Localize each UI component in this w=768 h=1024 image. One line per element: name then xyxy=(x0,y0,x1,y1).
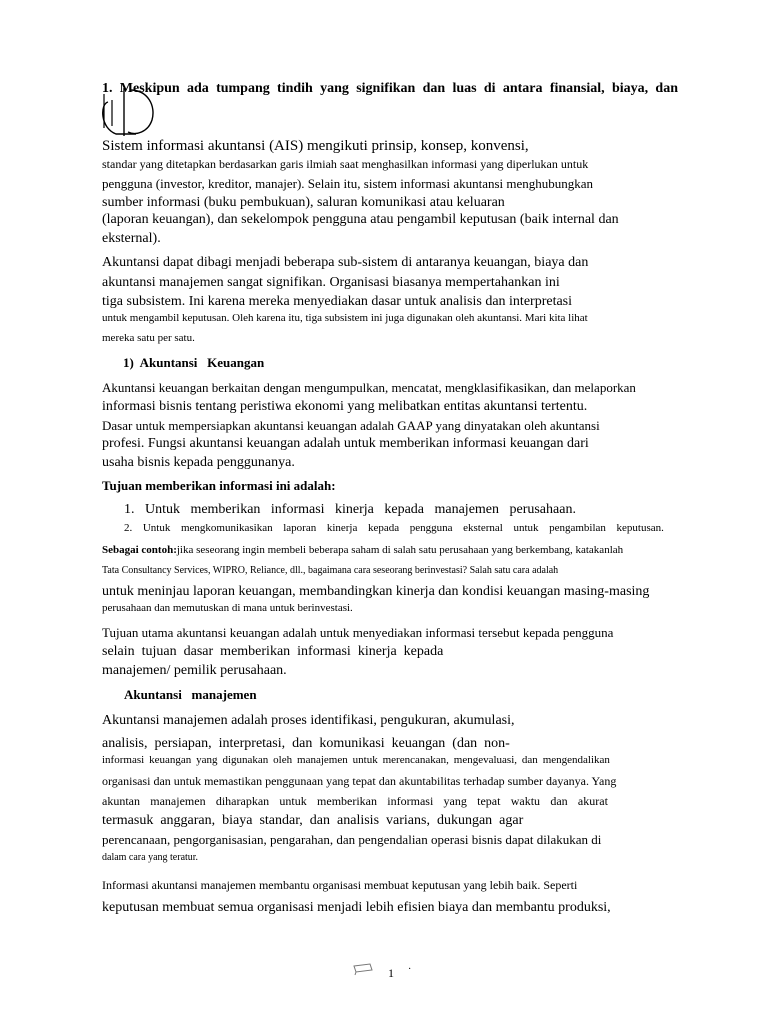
word: finansial, xyxy=(549,81,605,96)
paragraph-line: Informasi akuntansi manajemen membantu organisasi membuat keputusan yang lebih baik. Seperti xyxy=(102,878,578,892)
paragraph-line: selain tujuan dasar memberikan informasi kinerja kepada xyxy=(102,644,444,659)
word: di xyxy=(483,81,496,96)
word: dan xyxy=(422,81,446,96)
paragraph-line: dalam cara yang teratur. xyxy=(102,852,199,863)
paragraph-line: pengguna (investor, kreditor, manajer). Selain itu, sistem informasi akuntansi menghubungkan xyxy=(102,176,594,191)
word: oleh xyxy=(273,754,293,766)
word: keuangan xyxy=(149,754,192,766)
word: eksternal xyxy=(463,522,503,534)
paragraph-line xyxy=(102,755,610,766)
word: mengendalikan xyxy=(542,754,610,766)
word: manajemen xyxy=(434,502,500,517)
example-line xyxy=(102,545,623,556)
word: pengambilan xyxy=(549,522,606,534)
page-mark: · xyxy=(408,964,412,975)
paragraph-line: akuntansi manajemen sangat signifikan. Organisasi biasanya mempertahankan ini xyxy=(102,275,560,290)
paragraph-line: perencanaan, pengorganisasian, pengarahan, dan pengendalian operasi bisnis dapat dilakukan di xyxy=(102,832,602,847)
paragraph-line: eksternal). xyxy=(102,231,161,246)
paragraph-line: untuk meninjau laporan keuangan, membandingkan kinerja dan kondisi keuangan masing-masing xyxy=(102,584,650,599)
word: tepat xyxy=(477,794,501,808)
word: akurat xyxy=(577,794,608,808)
word: ada xyxy=(186,81,209,96)
list-number: 2. xyxy=(124,522,133,534)
word: pengguna xyxy=(409,522,453,534)
word: Meskipun xyxy=(119,81,180,96)
list-heading-1 xyxy=(102,82,678,96)
paragraph-line: standar yang ditetapkan berdasarkan garis ilmiah saat menghasilkan informasi yang diperlukan untuk xyxy=(102,157,589,171)
word: mengkomunikasikan xyxy=(180,522,273,534)
word: untuk xyxy=(513,522,539,534)
list-item-2 xyxy=(124,523,664,534)
paragraph-line: keputusan membuat semua organisasi menjadi lebih efisien biaya dan membantu produksi, xyxy=(102,900,611,915)
paragraph-line: perusahaan dan memutuskan di mana untuk berinvestasi. xyxy=(102,602,353,614)
word: biaya, xyxy=(611,81,649,96)
word: yang xyxy=(443,794,467,808)
paragraph-line xyxy=(102,795,608,807)
paragraph-line: manajemen/ pemilik perusahaan. xyxy=(102,663,287,678)
word: Untuk xyxy=(144,502,180,517)
word: manajemen xyxy=(150,794,206,808)
word: dan xyxy=(521,754,538,766)
word: untuk xyxy=(352,754,378,766)
word: waktu xyxy=(510,794,541,808)
paragraph-line: Akuntansi keuangan berkaitan dengan mengumpulkan, mencatat, mengklasifikasikan, dan melaporkan xyxy=(102,380,636,395)
word: merencanakan, xyxy=(382,754,449,766)
word: informasi xyxy=(102,754,145,766)
paragraph-line: untuk mengambil keputusan. Oleh karena itu, tiga subsistem ini juga digunakan oleh akuntansi. Mari kita lihat xyxy=(102,312,588,324)
word: kinerja xyxy=(326,522,358,534)
heading-number: 1. xyxy=(102,81,113,96)
word: digunakan xyxy=(222,754,269,766)
paragraph-line: organisasi dan untuk memastikan penggunaan yang tepat dan akuntabilitas terhadap sumber dayanya. Yang xyxy=(102,774,617,788)
word: dan xyxy=(655,81,678,96)
word: memberikan xyxy=(317,794,378,808)
paragraph-line: Tujuan utama akuntansi keuangan adalah untuk menyediakan informasi tersebut kepada pengguna xyxy=(102,625,614,640)
word: untuk xyxy=(279,794,307,808)
word: perusahaan. xyxy=(509,502,576,517)
example-text: jika seseorang ingin membeli beberapa saham di salah satu perusahaan yang berkembang, katakanlah xyxy=(176,544,624,556)
paragraph-line: Sistem informasi akuntansi (AIS) mengikuti prinsip, konsep, konvensi, xyxy=(102,138,529,154)
paragraph-line: analisis, persiapan, interpretasi, dan komunikasi keuangan (dan non- xyxy=(102,736,510,751)
page-number: 1 xyxy=(388,966,394,980)
word: memberikan xyxy=(190,502,261,517)
word: laporan xyxy=(283,522,317,534)
paragraph-line: tiga subsistem. Ini karena mereka menyediakan dasar untuk analisis dan interpretasi xyxy=(102,294,573,309)
word: tumpang xyxy=(216,81,270,96)
example-label: Sebagai contoh: xyxy=(102,544,177,556)
paragraph-line: Akuntansi manajemen adalah proses identifikasi, pengukuran, akumulasi, xyxy=(102,713,515,728)
list-item-1 xyxy=(124,503,576,517)
word: manajemen xyxy=(297,754,348,766)
word: yang xyxy=(196,754,218,766)
word: kinerja xyxy=(335,502,374,517)
word: kepada xyxy=(367,522,400,534)
paragraph-line: (laporan keuangan), dan sekelompok pengguna atau pengambil keputusan (baik internal dan xyxy=(102,212,619,227)
paragraph-line: usaha bisnis kepada penggunanya. xyxy=(102,455,295,470)
word: mengevaluasi, xyxy=(453,754,518,766)
word: informasi xyxy=(387,794,434,808)
paragraph-line: Akuntansi dapat dibagi menjadi beberapa sub-sistem di antaranya keuangan, biaya dan xyxy=(102,255,589,270)
paragraph-line: Tata Consultancy Services, WIPRO, Reliance, dll., bagaimana cara seseorang berinvestasi? Salah satu cara adalah xyxy=(102,565,559,576)
paragraph-line: mereka satu per satu. xyxy=(102,332,195,344)
paragraph-line: sumber informasi (buku pembukuan), saluran komunikasi atau keluaran xyxy=(102,195,505,210)
word: informasi xyxy=(270,502,325,517)
section-heading: 1) Akuntansi Keuangan xyxy=(123,355,265,370)
word: antara xyxy=(502,81,543,96)
paragraph-line: termasuk anggaran, biaya standar, dan analisis varians, dukungan agar xyxy=(102,813,524,828)
word: kepada xyxy=(384,502,425,517)
paragraph-line: Dasar untuk mempersiapkan akuntansi keuangan adalah GAAP yang dinyatakan oleh akuntansi xyxy=(102,418,600,433)
word: luas xyxy=(452,81,477,96)
word: keputusan. xyxy=(616,522,664,534)
word: Untuk xyxy=(142,522,171,534)
comment-icon xyxy=(352,962,374,976)
section-heading: Akuntansi manajemen xyxy=(124,687,257,702)
word: yang xyxy=(320,81,349,96)
paragraph-line: informasi bisnis tentang peristiwa ekonomi yang melibatkan entitas akuntansi tertentu. xyxy=(102,399,588,414)
word: dan xyxy=(550,794,568,808)
word: akuntan xyxy=(102,794,140,808)
subheading: Tujuan memberikan informasi ini adalah: xyxy=(102,478,336,493)
word: signifikan xyxy=(356,81,416,96)
word: diharapkan xyxy=(215,794,270,808)
word: tindih xyxy=(277,81,313,96)
list-number: 1. xyxy=(124,502,135,517)
paragraph-line: profesi. Fungsi akuntansi keuangan adalah untuk memberikan informasi keuangan dari xyxy=(102,436,589,451)
